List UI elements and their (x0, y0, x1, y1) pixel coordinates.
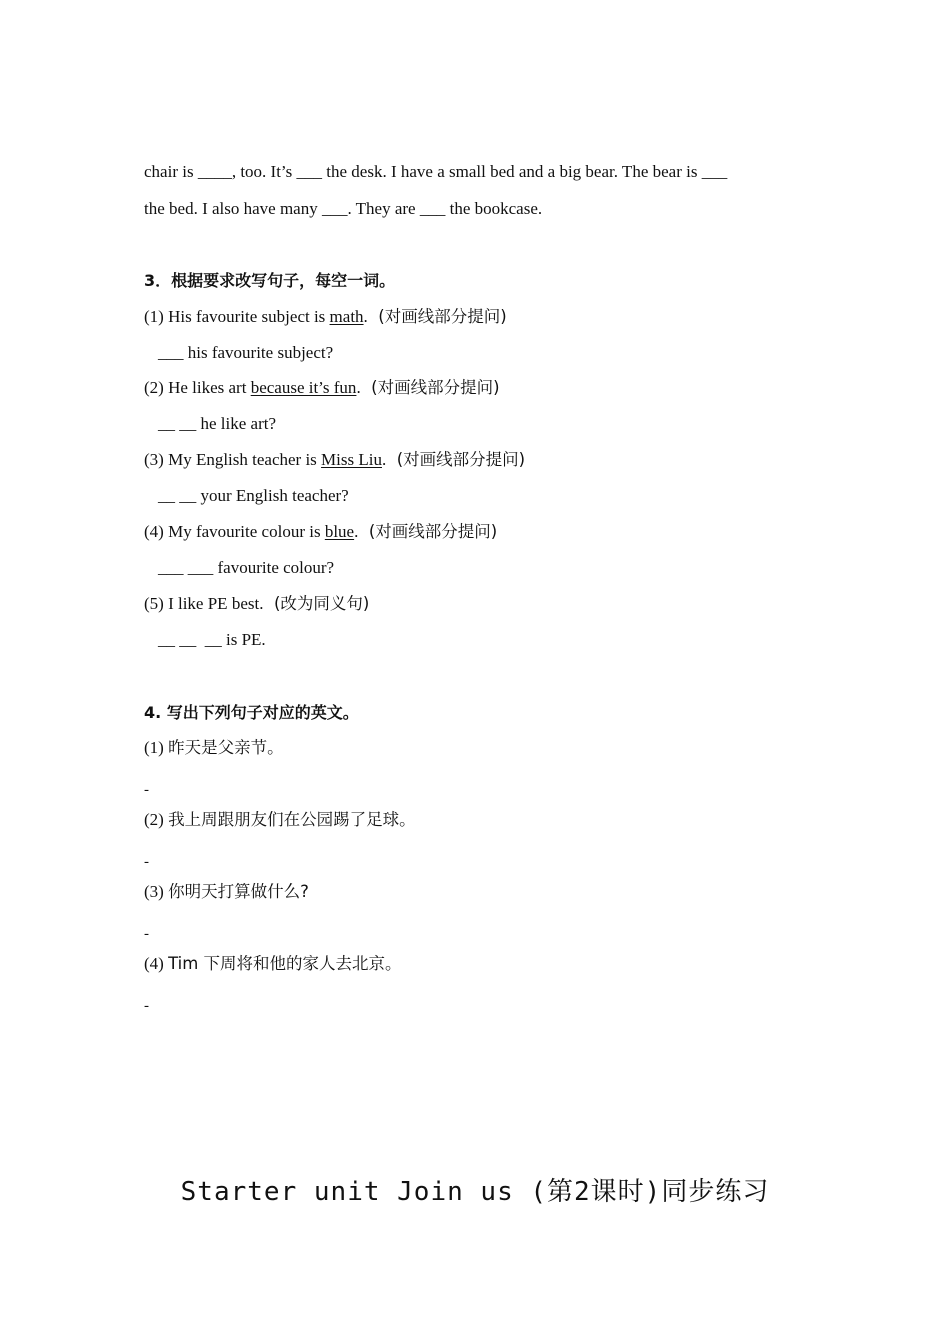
section-3-answer-3: __ __ your English teacher? (158, 486, 349, 505)
item-number: (3) (144, 882, 169, 901)
section-3-item-1 (144, 306, 507, 328)
item-number: (2) (144, 378, 169, 397)
item-text: He likes art (168, 378, 251, 397)
item-punct: . (363, 307, 368, 326)
answer-blank: - (144, 926, 149, 942)
item-text: 我上周跟朋友们在公园踢了足球。 (168, 810, 416, 829)
item-number: (3) (144, 450, 169, 469)
section-4-item-3 (144, 881, 309, 903)
item-number: (5) (144, 594, 169, 613)
item-number: (1) (144, 738, 169, 757)
answer-blank: - (144, 998, 149, 1014)
passage-line-2: the bed. I also have many ___. They are ___ the bookcase. (144, 199, 543, 218)
item-punct: . (381, 450, 387, 469)
section-3-item-3 (144, 449, 525, 471)
item-number: (4) (144, 522, 169, 541)
item-instruction: (改为同义句) (263, 594, 370, 613)
section-3-answer-1: ___ his favourite subject? (158, 343, 334, 362)
item-text: I like PE best. (168, 594, 264, 613)
underlined-text: Miss Liu (321, 450, 382, 469)
item-text: 你明天打算做什么? (168, 882, 309, 901)
section-4-item-4 (144, 953, 402, 975)
item-punct: . (354, 522, 359, 541)
section-3-item-5 (144, 593, 369, 615)
section-4-heading: 4. 写出下列句子对应的英文。 (144, 703, 359, 722)
section-4-item-1 (144, 737, 284, 759)
item-text: Tim 下周将和他的家人去北京。 (168, 954, 402, 973)
item-number: (2) (144, 810, 169, 829)
item-text: His favourite subject is (168, 307, 330, 326)
item-text: My English teacher is (168, 450, 322, 469)
underlined-text: because it’s fun (250, 378, 357, 397)
passage-line-1: chair is ____, too. It’s ___ the desk. I have a small bed and a big bear. The bear is ___ (144, 162, 728, 181)
item-text: 昨天是父亲节。 (168, 738, 284, 757)
next-lesson-title: Starter unit Join us (第2课时)同步练习 (180, 1177, 770, 1207)
item-number: (4) (144, 954, 169, 973)
section-3-item-4 (144, 521, 497, 543)
item-punct: . (356, 378, 361, 397)
item-instruction: (对画线部分提问) (360, 378, 500, 397)
section-3-answer-2: __ __ he like art? (158, 414, 277, 433)
item-number: (1) (144, 307, 169, 326)
section-3-item-2 (144, 377, 500, 399)
item-instruction: (对画线部分提问) (358, 522, 498, 541)
item-text: My favourite colour is (168, 522, 325, 541)
answer-blank: - (144, 782, 149, 798)
answer-blank: - (144, 854, 149, 870)
section-4-item-2 (144, 809, 416, 831)
underlined-text: blue (324, 522, 355, 541)
item-instruction: (对画线部分提问) (386, 450, 526, 469)
underlined-text: math (329, 307, 364, 326)
section-3-answer-5: __ __ __ is PE. (158, 630, 266, 649)
section-3-answer-4: ___ ___ favourite colour? (158, 558, 335, 577)
section-3-heading: 3．根据要求改写句子，每空一词。 (144, 271, 396, 290)
item-instruction: (对画线部分提问) (367, 307, 507, 326)
